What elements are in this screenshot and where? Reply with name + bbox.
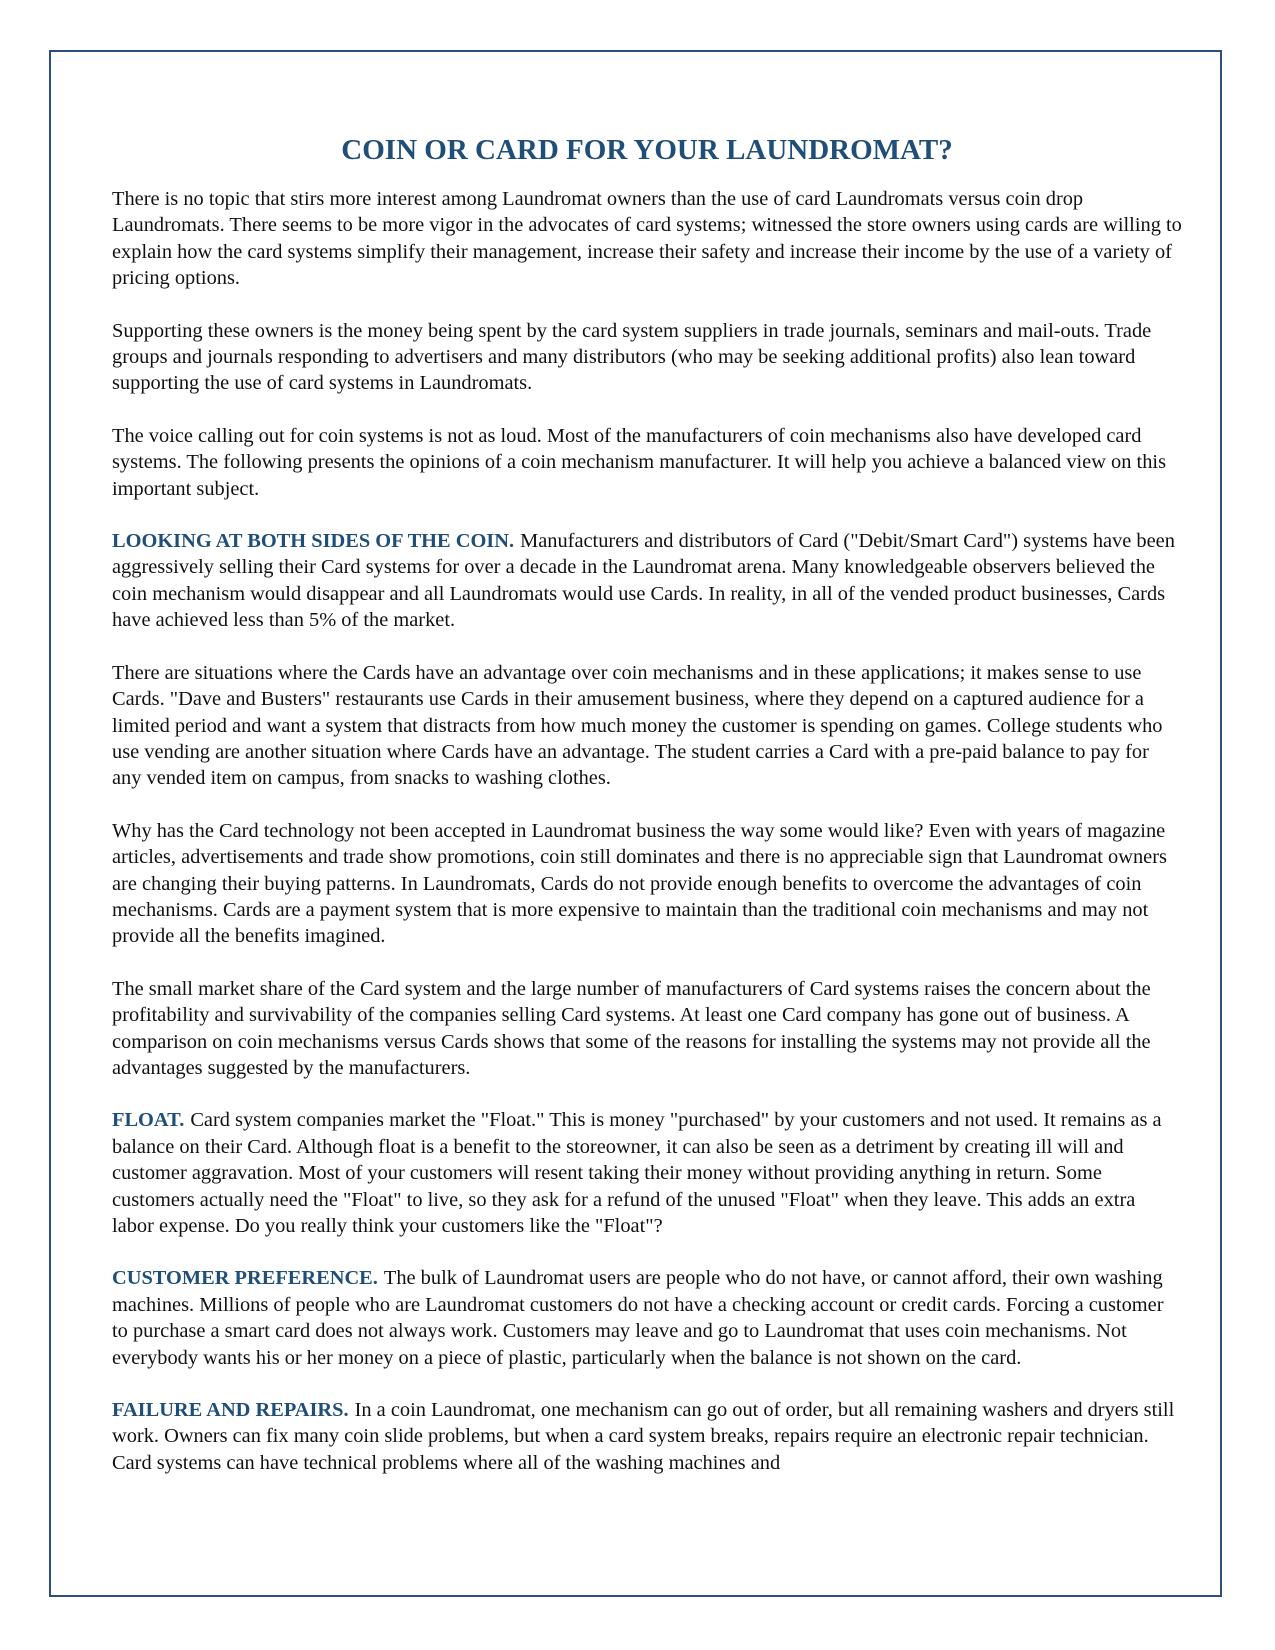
section-heading: FAILURE AND REPAIRS.: [112, 1399, 349, 1422]
paragraph-card-advantages: [112, 660, 1182, 792]
paragraph-text: The bulk of Laundromat users are people who do not have, or cannot afford, their own washing machines. Millions of people who are Laundromat customers do not have a checking account or credit cards. Forcing a customer to purchase a smart card does not always work. Customers may leave and go to Laundromat that uses coin mechanisms. Not everybody wants his or her money on a piece of plastic, particularly when the balance is not shown on the card.: [112, 1267, 1164, 1369]
paragraph-why-not-accepted: [112, 818, 1182, 950]
paragraph-text: Card system companies market the "Float." This is money "purchased" by your customers and not used. It remains as a balance on their Card. Although float is a benefit to the storeowner, it can also be seen as a detriment by creating ill will and customer aggravation. Most of your customers will resent taking their money without providing anything in return. Some customers actually need the "Float" to live, so they ask for a refund of the unused "Float" when they leave. This adds an extra labor expense. Do you really think your customers like the "Float"?: [112, 1109, 1162, 1237]
section-failure-repairs: [112, 1397, 1182, 1476]
document-title: COIN OR CARD FOR YOUR LAUNDROMAT?: [341, 134, 953, 166]
paragraph-text: The small market share of the Card system and the large number of manufacturers of Card systems raises the concern about the profitability and survivability of the companies selling Card systems. At least one Card company has gone out of business. A comparison on coin mechanisms versus Cards shows that some of the reasons for installing the systems may not provide all the advantages suggested by the manufacturers.: [112, 977, 1151, 1079]
paragraph-intro: [112, 186, 1182, 292]
paragraph-text: The voice calling out for coin systems is not as loud. Most of the manufacturers of coin mechanisms also have developed card systems. The following presents the opinions of a coin mechanism manufacturer. It will help you achieve a balanced view on this important subject.: [112, 424, 1166, 500]
paragraph-market-share: [112, 976, 1182, 1082]
paragraph-text: Why has the Card technology not been accepted in Laundromat business the way some would like? Even with years of magazine articles, advertisements and trade show promotions, coin still dominates and there is no appreciable sign that Laundromat owners are changing their buying patterns. In Laundromats, Cards do not provide enough benefits to overcome the advantages of coin mechanisms. Cards are a payment system that is more expensive to maintain than the traditional coin mechanisms and may not provide all the benefits imagined.: [112, 819, 1167, 948]
section-customer-preference: [112, 1265, 1182, 1371]
section-heading: LOOKING AT BOTH SIDES OF THE COIN.: [112, 530, 515, 553]
paragraph-coin-voice: [112, 423, 1182, 502]
paragraph-supporting-owners: [112, 318, 1182, 397]
section-both-sides: [112, 528, 1182, 634]
paragraph-text: Manufacturers and distributors of Card ("Debit/Smart Card") systems have been aggressively selling their Card systems for over a decade in the Laundromat arena. Many knowledgeable observers believed the coin mechanism would disappear and all Laundromats would use Cards. In reality, in all of the vended product businesses, Cards have achieved less than 5% of the market.: [112, 530, 1175, 632]
section-heading: FLOAT.: [112, 1109, 185, 1132]
document-body: [112, 132, 1182, 1502]
paragraph-text: There are situations where the Cards have an advantage over coin mechanisms and in these applications; it makes sense to use Cards. "Dave and Busters" restaurants use Cards in their amusement business, where they depend on a captured audience for a limited period and want a system that distracts from how much money the customer is spending on games. College students who use vending are another situation where Cards have an advantage. The student carries a Card with a pre-paid balance to pay for any vended item on campus, from snacks to washing clothes.: [112, 661, 1163, 790]
paragraph-text: In a coin Laundromat, one mechanism can go out of order, but all remaining washers and dryers still work. Owners can fix many coin slide problems, but when a card system breaks, repairs require an electronic repair technician. Card systems can have technical problems where all of the washing machines and: [112, 1399, 1175, 1474]
section-float: [112, 1107, 1182, 1239]
section-heading: CUSTOMER PREFERENCE.: [112, 1267, 378, 1290]
paragraph-text: There is no topic that stirs more interest among Laundromat owners than the use of card Laundromats versus coin drop Laundromats. There seems to be more vigor in the advocates of card systems; witnessed the store owners using cards are willing to explain how the card systems simplify their management, increase their safety and increase their income by the use of a variety of pricing options.: [112, 188, 1182, 290]
paragraph-text: Supporting these owners is the money being spent by the card system suppliers in trade journals, seminars and mail-outs. Trade groups and journals responding to advertisers and many distributors (who may be seeking additional profits) also lean toward supporting the use of card systems in Laundromats.: [112, 319, 1152, 395]
